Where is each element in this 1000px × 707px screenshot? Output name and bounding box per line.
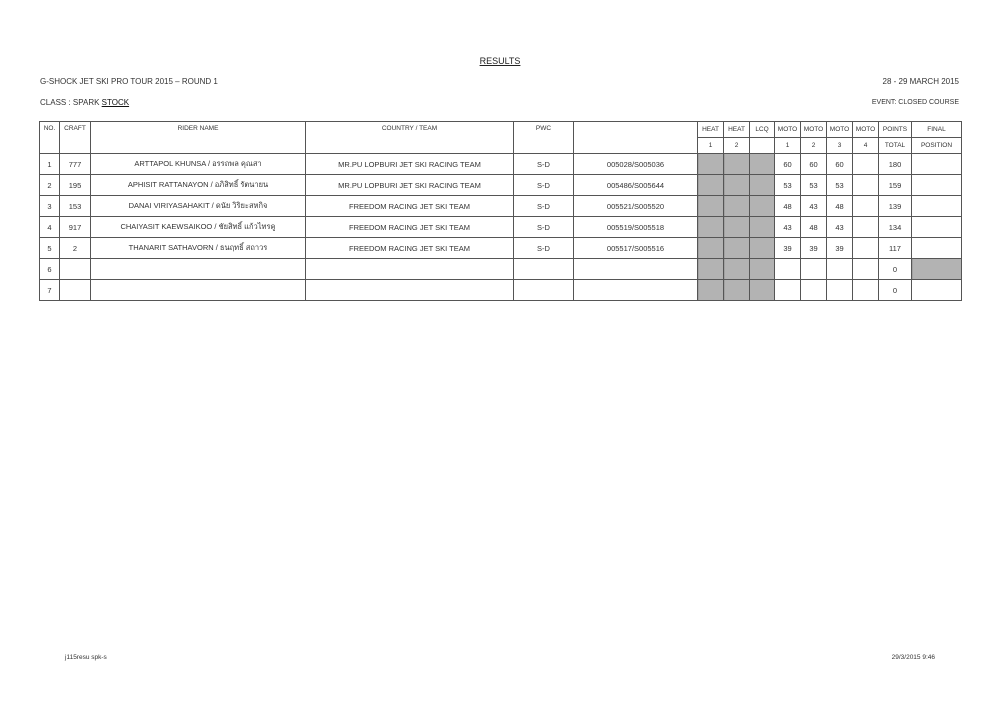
cell-moto-4 [853,175,879,196]
cell-heat-1 [698,196,724,217]
cell-final [912,238,962,259]
cell-moto-3 [827,259,853,280]
cell-final [912,175,962,196]
cell-lcq [750,196,775,217]
cell-lcq [750,238,775,259]
cell-moto-4 [853,217,879,238]
cell-moto-1: 53 [775,175,801,196]
cell-moto-4 [853,280,879,301]
cell-total: 180 [879,154,912,175]
cell-serial: 005519/S005518 [574,217,698,238]
cell-lcq [750,259,775,280]
cell-craft: 917 [60,217,91,238]
cell-lcq [750,175,775,196]
cell-total: 139 [879,196,912,217]
cell-country-team: MR.PU LOPBURI JET SKI RACING TEAM [306,175,514,196]
cell-moto-4 [853,196,879,217]
col-moto-2-num: 2 [801,138,827,154]
cell-heat-2 [724,280,750,301]
cell-rider-name [91,259,306,280]
cell-total: 134 [879,217,912,238]
col-moto-2: MOTO [801,122,827,138]
cell-country-team: FREEDOM RACING JET SKI TEAM [306,196,514,217]
cell-total: 0 [879,280,912,301]
results-table [39,121,962,301]
cell-final [912,217,962,238]
cell-moto-3: 53 [827,175,853,196]
table-row [40,280,962,301]
cell-lcq [750,154,775,175]
cell-pwc [514,280,574,301]
table-row [40,154,962,175]
col-rider-name: RIDER NAME [91,122,306,154]
cell-pwc: S-D [514,217,574,238]
cell-country-team: MR.PU LOPBURI JET SKI RACING TEAM [306,154,514,175]
col-moto-3-num: 3 [827,138,853,154]
table-row [40,259,962,280]
cell-pwc: S-D [514,175,574,196]
cell-country-team: FREEDOM RACING JET SKI TEAM [306,217,514,238]
cell-serial: 005486/S005644 [574,175,698,196]
cell-rider-name: APHISIT RATTANAYON / อภิสิทธิ์ รัตนายน [91,175,306,196]
cell-moto-4 [853,154,879,175]
cell-lcq [750,217,775,238]
cell-no: 5 [40,238,60,259]
cell-moto-2: 53 [801,175,827,196]
col-craft: CRAFT [60,122,91,154]
cell-moto-3: 43 [827,217,853,238]
footer-timestamp: 29/3/2015 9:46 [891,654,935,661]
cell-heat-1 [698,217,724,238]
results-body [40,154,962,301]
cell-serial [574,280,698,301]
cell-moto-1 [775,259,801,280]
table-row [40,175,962,196]
cell-craft: 153 [60,196,91,217]
cell-pwc: S-D [514,238,574,259]
cell-heat-1 [698,280,724,301]
cell-moto-2 [801,259,827,280]
cell-pwc: S-D [514,196,574,217]
class-line [40,98,129,107]
col-pwc: PWC [514,122,574,154]
class-prefix: CLASS : SPARK [40,98,102,107]
cell-craft: 2 [60,238,91,259]
col-lcq: LCQ [750,122,775,138]
cell-serial [574,259,698,280]
header-row [40,122,962,138]
cell-final [912,154,962,175]
cell-no: 6 [40,259,60,280]
col-serial [574,122,698,154]
cell-heat-2 [724,217,750,238]
cell-moto-2 [801,280,827,301]
col-heat-2-num: 2 [724,138,750,154]
cell-moto-2: 39 [801,238,827,259]
col-no: NO. [40,122,60,154]
cell-no: 1 [40,154,60,175]
cell-heat-2 [724,238,750,259]
col-total: TOTAL [879,138,912,154]
col-moto-1: MOTO [775,122,801,138]
cell-rider-name: DANAI VIRIYASAHAKIT / ดนัย วิริยะสหกิจ [91,196,306,217]
cell-final [912,259,962,280]
cell-rider-name: THANARIT SATHAVORN / ธนฤทธิ์ สถาวร [91,238,306,259]
cell-heat-2 [724,259,750,280]
event-date: 28 - 29 MARCH 2015 [882,77,959,86]
cell-heat-2 [724,196,750,217]
col-moto-1-num: 1 [775,138,801,154]
cell-no: 2 [40,175,60,196]
cell-heat-1 [698,238,724,259]
event-name: G-SHOCK JET SKI PRO TOUR 2015 – ROUND 1 [40,77,218,86]
cell-moto-3: 60 [827,154,853,175]
col-moto-4: MOTO [853,122,879,138]
col-heat-1-num: 1 [698,138,724,154]
cell-total: 0 [879,259,912,280]
cell-heat-1 [698,154,724,175]
col-moto-4-num: 4 [853,138,879,154]
col-points: POINTS [879,122,912,138]
cell-moto-3: 48 [827,196,853,217]
cell-moto-1: 48 [775,196,801,217]
cell-heat-2 [724,175,750,196]
cell-serial: 005517/S005516 [574,238,698,259]
cell-final [912,196,962,217]
cell-moto-3 [827,280,853,301]
cell-moto-4 [853,238,879,259]
cell-moto-1: 43 [775,217,801,238]
cell-rider-name: CHAIYASIT KAEWSAIKOO / ชัยสิทธิ์ แก้วไทรคู [91,217,306,238]
col-heat-1: HEAT [698,122,724,138]
cell-no: 3 [40,196,60,217]
cell-rider-name: ARTTAPOL KHUNSA / อรรถพล คุณสา [91,154,306,175]
cell-moto-4 [853,259,879,280]
cell-moto-1 [775,280,801,301]
cell-serial: 005028/S005036 [574,154,698,175]
cell-total: 117 [879,238,912,259]
cell-heat-2 [724,154,750,175]
cell-moto-2: 43 [801,196,827,217]
cell-rider-name [91,280,306,301]
cell-pwc [514,259,574,280]
cell-heat-1 [698,175,724,196]
col-country-team: COUNTRY / TEAM [306,122,514,154]
cell-country-team [306,259,514,280]
page-title: RESULTS [479,56,521,66]
table-row [40,217,962,238]
cell-no: 7 [40,280,60,301]
table-row [40,238,962,259]
cell-craft: 777 [60,154,91,175]
col-lcq-sub [750,138,775,154]
col-position: POSITION [912,138,962,154]
cell-moto-2: 60 [801,154,827,175]
footer-file-code: j115resu spk-s [65,654,107,661]
event-type: EVENT: CLOSED COURSE [871,99,959,106]
col-moto-3: MOTO [827,122,853,138]
col-heat-2: HEAT [724,122,750,138]
cell-moto-3: 39 [827,238,853,259]
cell-moto-1: 39 [775,238,801,259]
cell-final [912,280,962,301]
cell-country-team: FREEDOM RACING JET SKI TEAM [306,238,514,259]
cell-lcq [750,280,775,301]
cell-craft: 195 [60,175,91,196]
cell-country-team [306,280,514,301]
class-name: STOCK [101,98,130,107]
cell-moto-1: 60 [775,154,801,175]
cell-no: 4 [40,217,60,238]
col-final: FINAL [912,122,962,138]
cell-heat-1 [698,259,724,280]
cell-serial: 005521/S005520 [574,196,698,217]
cell-craft [60,280,91,301]
cell-pwc: S-D [514,154,574,175]
cell-craft [60,259,91,280]
cell-moto-2: 48 [801,217,827,238]
cell-total: 159 [879,175,912,196]
table-row [40,196,962,217]
